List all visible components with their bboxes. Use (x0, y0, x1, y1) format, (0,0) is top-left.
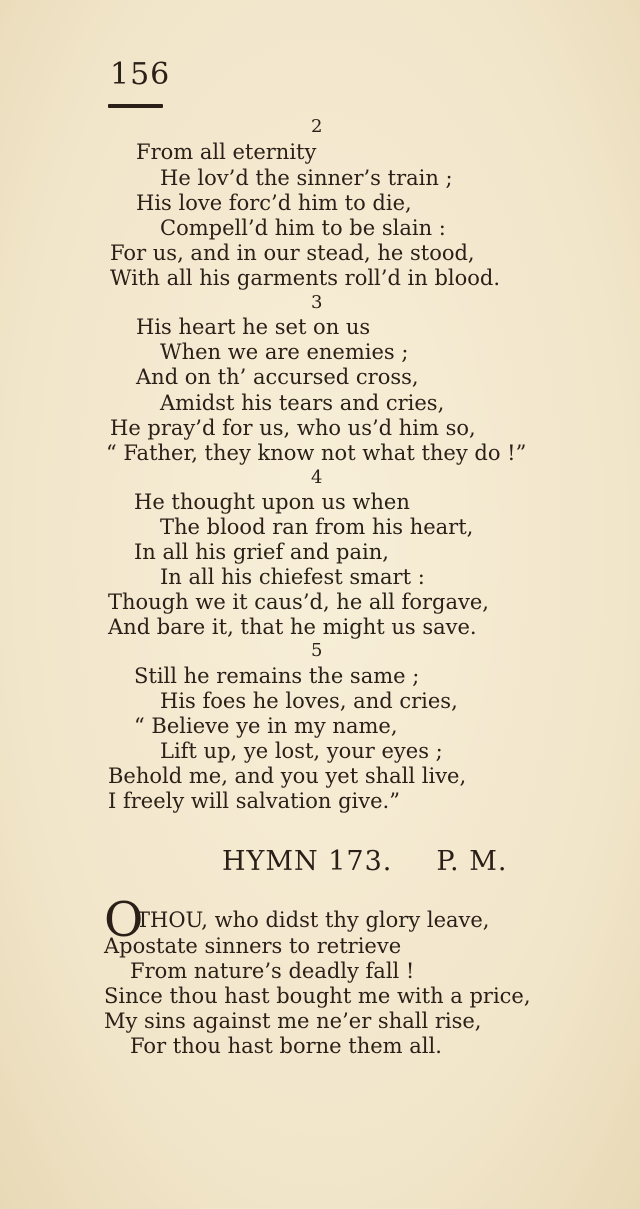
verse-line: My sins against me ne’er shall rise, (104, 1009, 482, 1033)
verse-line: Lift up, ye lost, your eyes ; (160, 739, 443, 763)
hymn-title (222, 848, 507, 875)
page-number-rule (108, 104, 163, 108)
verse-line: Still he remains the same ; (134, 664, 420, 688)
verse-line: Since thou hast bought me with a price, (104, 984, 531, 1008)
verse-line: He thought upon us when (134, 490, 410, 514)
verse-line: Though we it caus’d, he all forgave, (108, 590, 489, 614)
verse-line: “ Believe ye in my name, (134, 714, 398, 738)
verse-line: Compell’d him to be slain : (160, 216, 446, 240)
verse-line: In all his grief and pain, (134, 540, 389, 564)
verse-line: And bare it, that he might us save. (108, 615, 477, 639)
verse-line: With all his garments roll’d in blood. (110, 266, 501, 290)
hymn-number: HYMN 173. (222, 846, 393, 877)
verse-line: His love forc’d him to die, (136, 191, 412, 215)
verse-line: Amidst his tears and cries, (160, 391, 445, 415)
verse-line: His foes he loves, and cries, (160, 689, 458, 713)
stanza-number: 4 (311, 467, 323, 488)
verse-line: From nature’s deadly fall ! (130, 959, 415, 983)
stanza-number: 3 (311, 292, 323, 313)
verse-line: And on th’ accursed cross, (136, 365, 419, 389)
verse-line: He lov’d the sinner’s train ; (160, 166, 453, 190)
verse-line: From all eternity (136, 140, 317, 164)
verse-line: For us, and in our stead, he stood, (110, 241, 475, 265)
verse-line: Behold me, and you yet shall live, (108, 764, 467, 788)
page-number: 156 (110, 57, 171, 92)
verse-line: “ Father, they know not what they do !” (106, 441, 527, 465)
verse-line: He pray’d for us, who us’d him so, (110, 416, 476, 440)
stanza-number: 5 (311, 640, 323, 661)
verse-line: THOU, who didst thy glory leave, (136, 908, 490, 932)
hymn-meter: P. M. (436, 846, 508, 877)
verse-line: His heart he set on us (136, 315, 371, 339)
verse-line: When we are enemies ; (160, 340, 409, 364)
verse-line: I freely will salvation give.” (108, 789, 400, 813)
verse-line: In all his chiefest smart : (160, 565, 425, 589)
stanza-number: 2 (311, 116, 323, 137)
verse-line: Apostate sinners to retrieve (104, 934, 402, 958)
verse-line: The blood ran from his heart, (160, 515, 474, 539)
verse-line: For thou hast borne them all. (130, 1034, 442, 1058)
drop-cap-letter: O (104, 892, 144, 948)
